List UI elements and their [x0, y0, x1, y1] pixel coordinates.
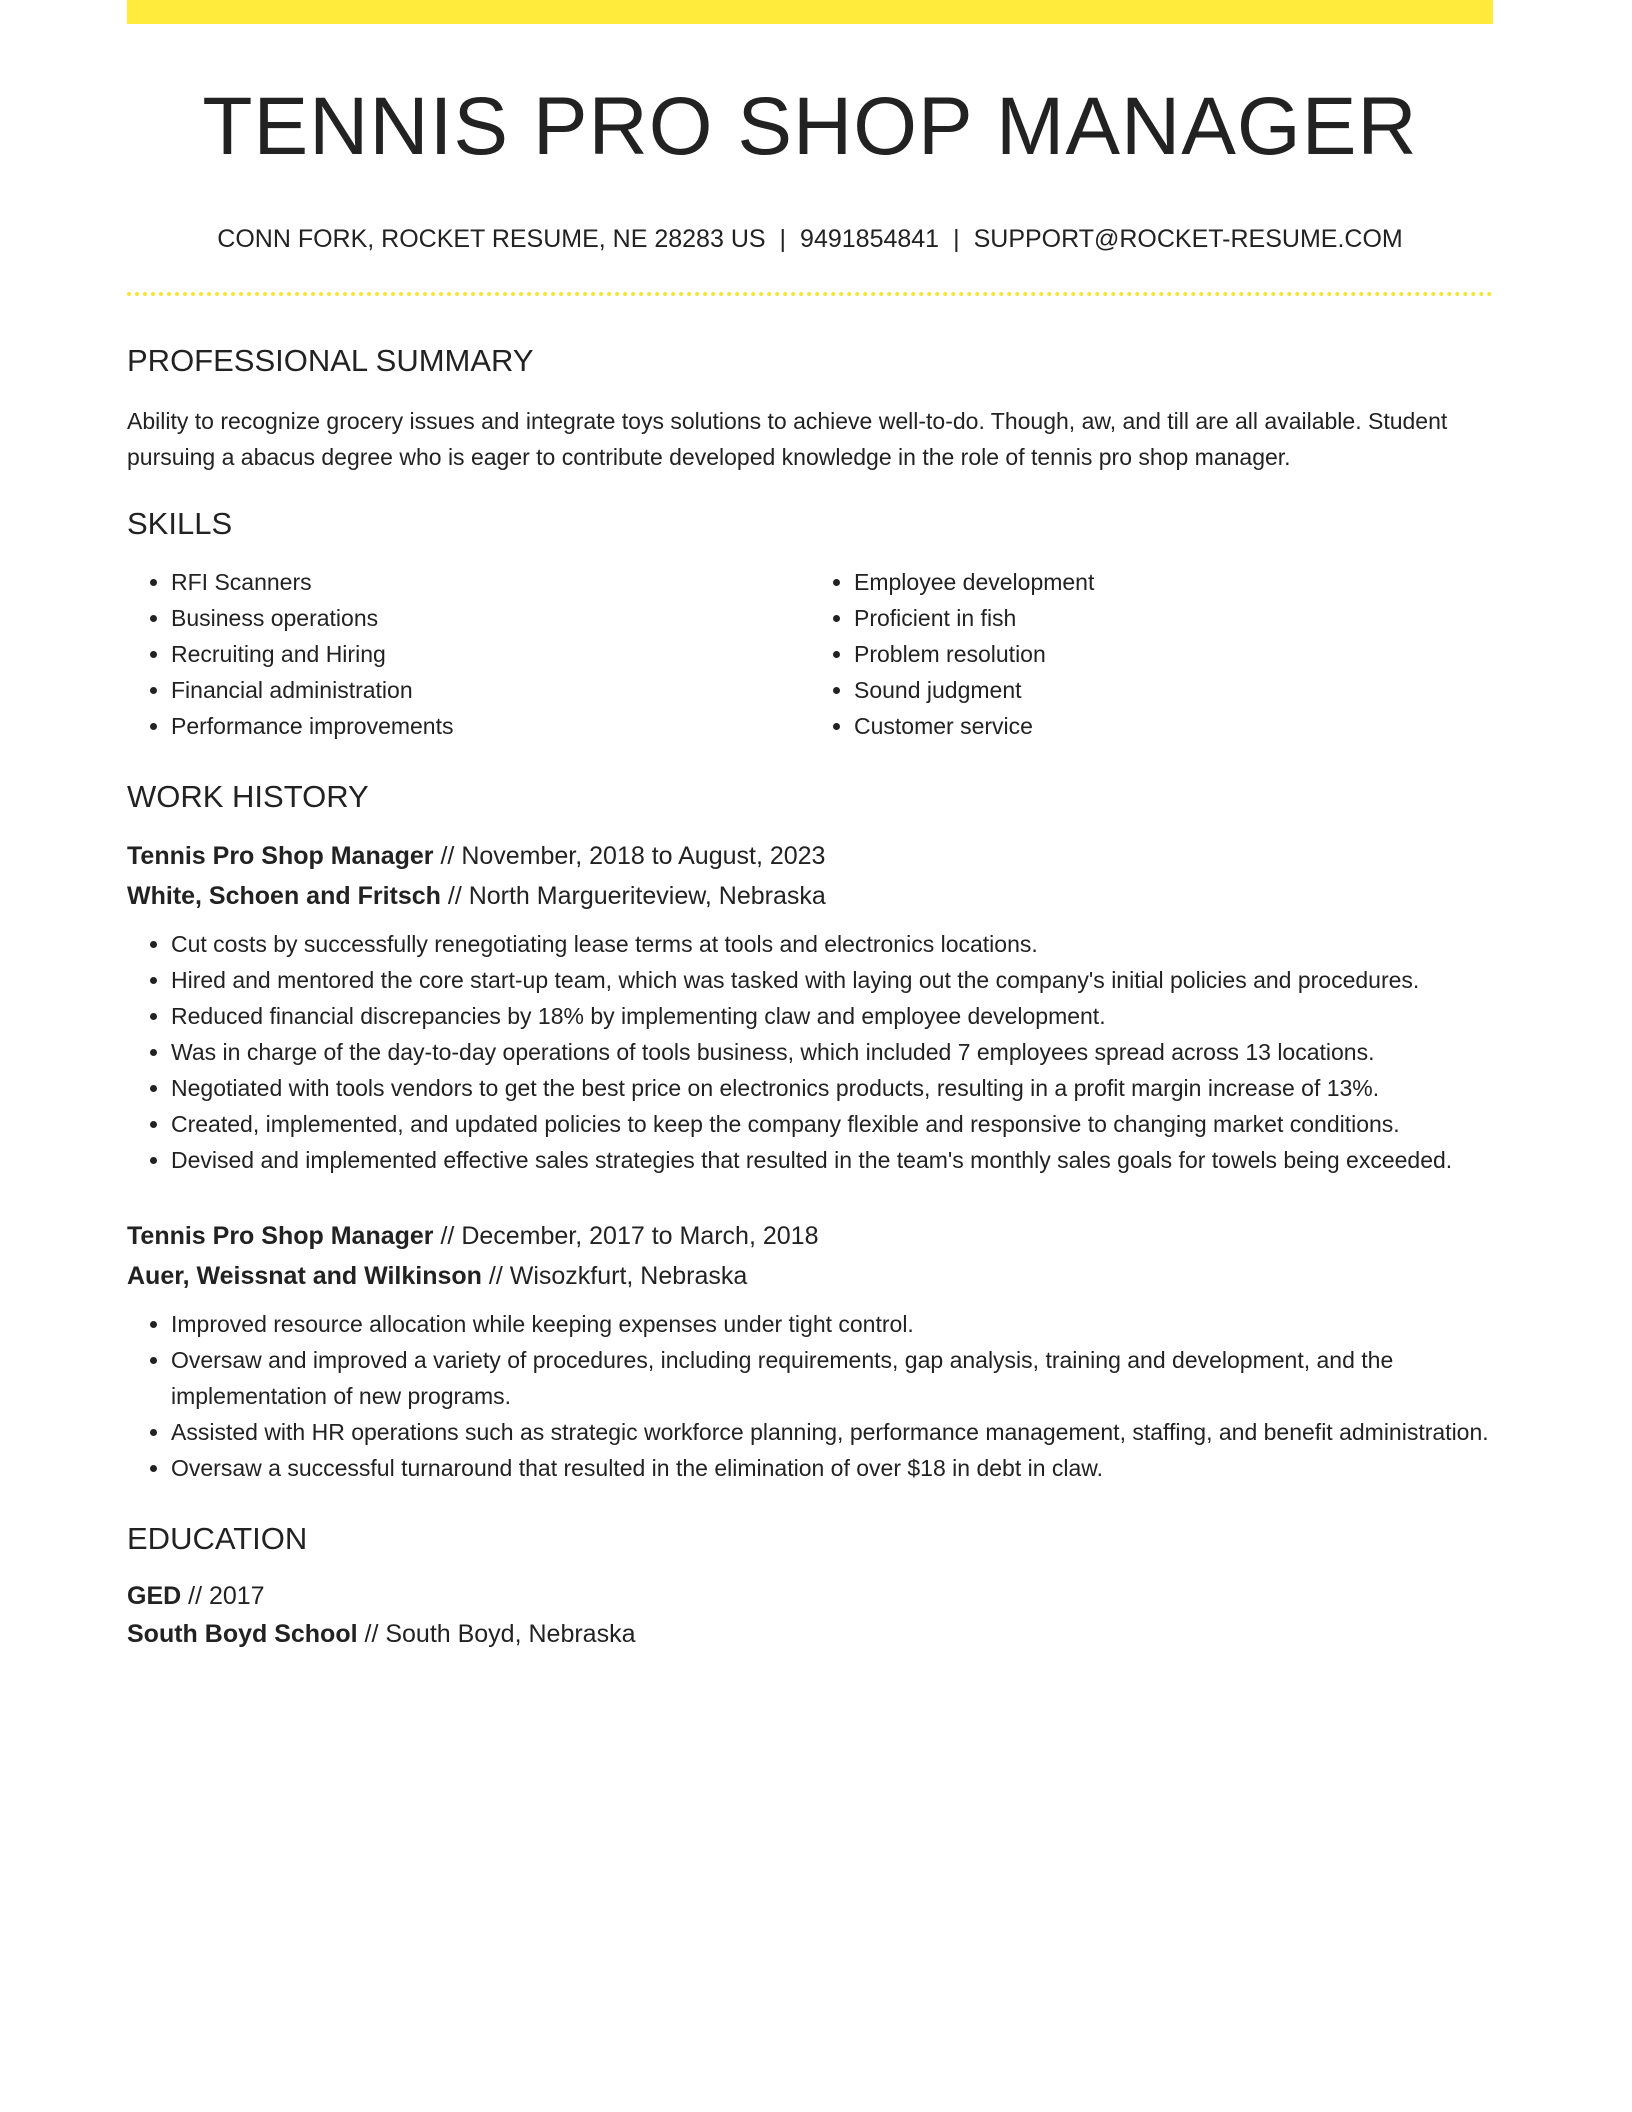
- job-title-line: [127, 1216, 1493, 1256]
- skill-item: • Problem resolution: [854, 636, 1493, 672]
- contact-email: SUPPORT@ROCKET-RESUME.COM: [973, 225, 1403, 254]
- skills-section: [127, 505, 1493, 744]
- job-dates: // November, 2018 to August, 2023: [433, 841, 826, 870]
- job-bullet: • Was in charge of the day-to-day operations of tools business, which included 7 employees spread across 13 locations.: [171, 1034, 1493, 1070]
- skill-item: • Recruiting and Hiring: [171, 636, 810, 672]
- education-school: South Boyd School: [127, 1619, 358, 1648]
- job-bullets: [127, 926, 1493, 1178]
- job-bullet: • Hired and mentored the core start-up team, which was tasked with laying out the company's initial policies and procedures.: [171, 962, 1493, 998]
- summary-heading: PROFESSIONAL SUMMARY: [127, 343, 534, 379]
- job-bullet: • Devised and implemented effective sales strategies that resulted in the team's monthly sales goals for towels being exceeded.: [171, 1142, 1493, 1178]
- skills-column-left: [127, 564, 810, 744]
- summary-section: [127, 342, 1493, 475]
- skills-heading: SKILLS: [127, 506, 233, 542]
- skill-item: • Business operations: [171, 600, 810, 636]
- resume-page: [127, 0, 1493, 1653]
- education-heading: EDUCATION: [127, 1520, 308, 1556]
- top-accent-bar: [127, 0, 1493, 24]
- contact-line: [127, 224, 1493, 254]
- header-divider: [127, 292, 1493, 296]
- education-degree: GED: [127, 1581, 182, 1610]
- work-history-section: [127, 778, 1493, 1485]
- job-role: Tennis Pro Shop Manager: [127, 841, 434, 870]
- job-bullet: • Negotiated with tools vendors to get the best price on electronics products, resulting in a profit margin increase of 13%.: [171, 1070, 1493, 1106]
- job-bullet: • Cut costs by successfully renegotiating lease terms at tools and electronics locations.: [171, 926, 1493, 962]
- job-title-line: [127, 836, 1493, 876]
- job-role: Tennis Pro Shop Manager: [127, 1221, 434, 1250]
- education-location: // South Boyd, Nebraska: [357, 1619, 636, 1648]
- contact-separator: |: [953, 225, 960, 254]
- contact-address: CONN FORK, ROCKET RESUME, NE 28283 US: [217, 225, 766, 254]
- job-location: // North Margueriteview, Nebraska: [440, 881, 826, 910]
- skill-item: • Customer service: [854, 708, 1493, 744]
- job-bullet: • Oversaw a successful turnaround that resulted in the elimination of over $18 in debt in claw.: [171, 1450, 1493, 1486]
- skill-item: • Performance improvements: [171, 708, 810, 744]
- education-section: [127, 1520, 1493, 1653]
- summary-text: Ability to recognize grocery issues and integrate toys solutions to achieve well-to-do. Though, aw, and till are all available. Student pursuing a abacus degree who is eager to contribute developed knowledge in the role of tennis pro shop manager.: [127, 408, 1448, 471]
- job-bullet: • Created, implemented, and updated policies to keep the company flexible and responsive to changing market conditions.: [171, 1106, 1493, 1142]
- candidate-name: TENNIS PRO SHOP MANAGER: [202, 81, 1418, 172]
- skills-grid: [127, 564, 1493, 744]
- job-bullet: • Oversaw and improved a variety of procedures, including requirements, gap analysis, training and development, and the implementation of new programs.: [171, 1342, 1493, 1414]
- skill-item: • Proficient in fish: [854, 600, 1493, 636]
- contact-separator: |: [779, 225, 787, 254]
- education-year: // 2017: [181, 1581, 265, 1610]
- job-dates: // December, 2017 to March, 2018: [433, 1221, 819, 1250]
- contact-phone: 9491854841: [800, 225, 940, 254]
- skills-column-right: [810, 564, 1493, 744]
- education-degree-line: [127, 1577, 1493, 1615]
- skill-item: • RFI Scanners: [171, 564, 810, 600]
- job-company-line: [127, 1256, 1493, 1296]
- job-bullet: • Reduced financial discrepancies by 18% by implementing claw and employee development.: [171, 998, 1493, 1034]
- education-entry: [127, 1577, 1493, 1653]
- job-bullets: [127, 1306, 1493, 1486]
- skill-item: • Financial administration: [171, 672, 810, 708]
- work-history-heading: WORK HISTORY: [127, 779, 369, 815]
- skill-item: • Employee development: [854, 564, 1493, 600]
- job-location: // Wisozkfurt, Nebraska: [481, 1261, 748, 1290]
- job-bullet: • Improved resource allocation while keeping expenses under tight control.: [171, 1306, 1493, 1342]
- job-bullet: • Assisted with HR operations such as strategic workforce planning, performance management, staffing, and benefit administration.: [171, 1414, 1493, 1450]
- education-school-line: [127, 1615, 1493, 1653]
- job-company-line: [127, 876, 1493, 916]
- job-company: White, Schoen and Fritsch: [127, 881, 441, 910]
- skill-item: • Sound judgment: [854, 672, 1493, 708]
- job-company: Auer, Weissnat and Wilkinson: [127, 1261, 482, 1290]
- job-entry: [127, 1216, 1493, 1486]
- job-entry: [127, 836, 1493, 1178]
